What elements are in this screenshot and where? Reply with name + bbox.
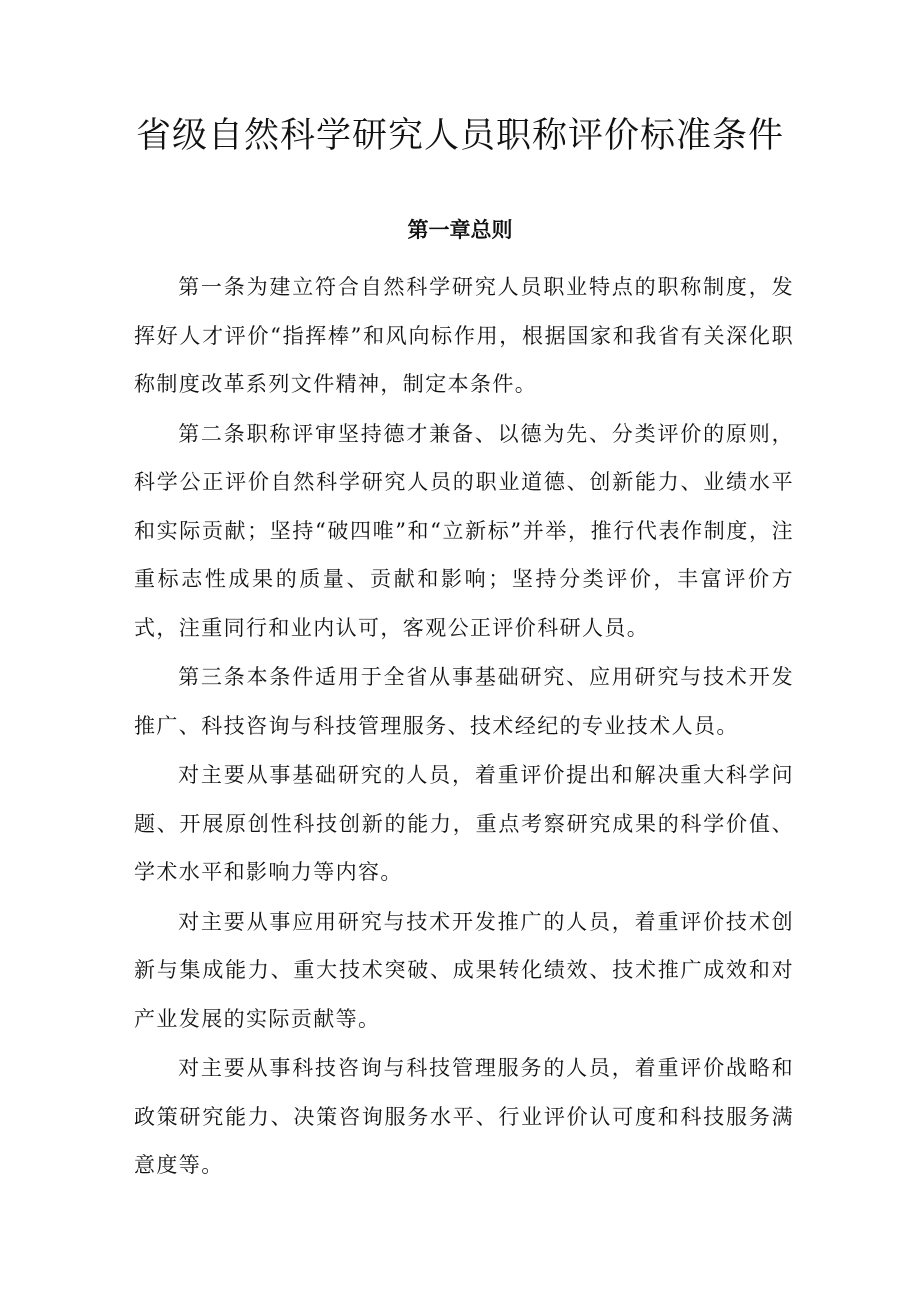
paragraph-article-3: 第三条本条件适用于全省从事基础研究、应用研究与技术开发推广、科技咨询与科技管理服务、技术经纪的专业技术人员。: [134, 665, 794, 738]
chapter-heading: 第一章总则: [407, 217, 513, 242]
paragraph-consulting-services: 对主要从事科技咨询与科技管理服务的人员，着重评价战略和政策研究能力、决策咨询服务水平、行业评价认可度和科技服务满意度等。: [134, 1056, 794, 1177]
document-title: 省级自然科学研究人员职称评价标准条件: [135, 116, 784, 156]
paragraph-applied-research: 对主要从事应用研究与技术开发推广的人员，着重评价技术创新与集成能力、重大技术突破、成果转化绩效、技术推广成效和对产业发展的实际贡献等。: [134, 909, 794, 1031]
paragraph-article-1: 第一条为建立符合自然科学研究人员职业特点的职称制度，发挥好人才评价“指挥棒”和风向标作用，根据国家和我省有关深化职称制度改革系列文件精神，制定本条件。: [134, 275, 794, 396]
paragraph-basic-research: 对主要从事基础研究的人员，着重评价提出和解决重大科学问题、开展原创性科技创新的能力，重点考察研究成果的科学价值、学术水平和影响力等内容。: [134, 763, 794, 884]
document-body: [134, 263, 794, 1191]
paragraph-article-2: 第二条职称评审坚持德才兼备、以德为先、分类评价的原则，科学公正评价自然科学研究人员的职业道德、创新能力、业绩水平和实际贡献；坚持“破四唯”和“立新标”并举，推行代表作制度，注重标志性成果的质量、贡献和影响；坚持分类评价，丰富评价方式，注重同行和业内认可，客观公正评价科研人员。: [134, 421, 794, 640]
